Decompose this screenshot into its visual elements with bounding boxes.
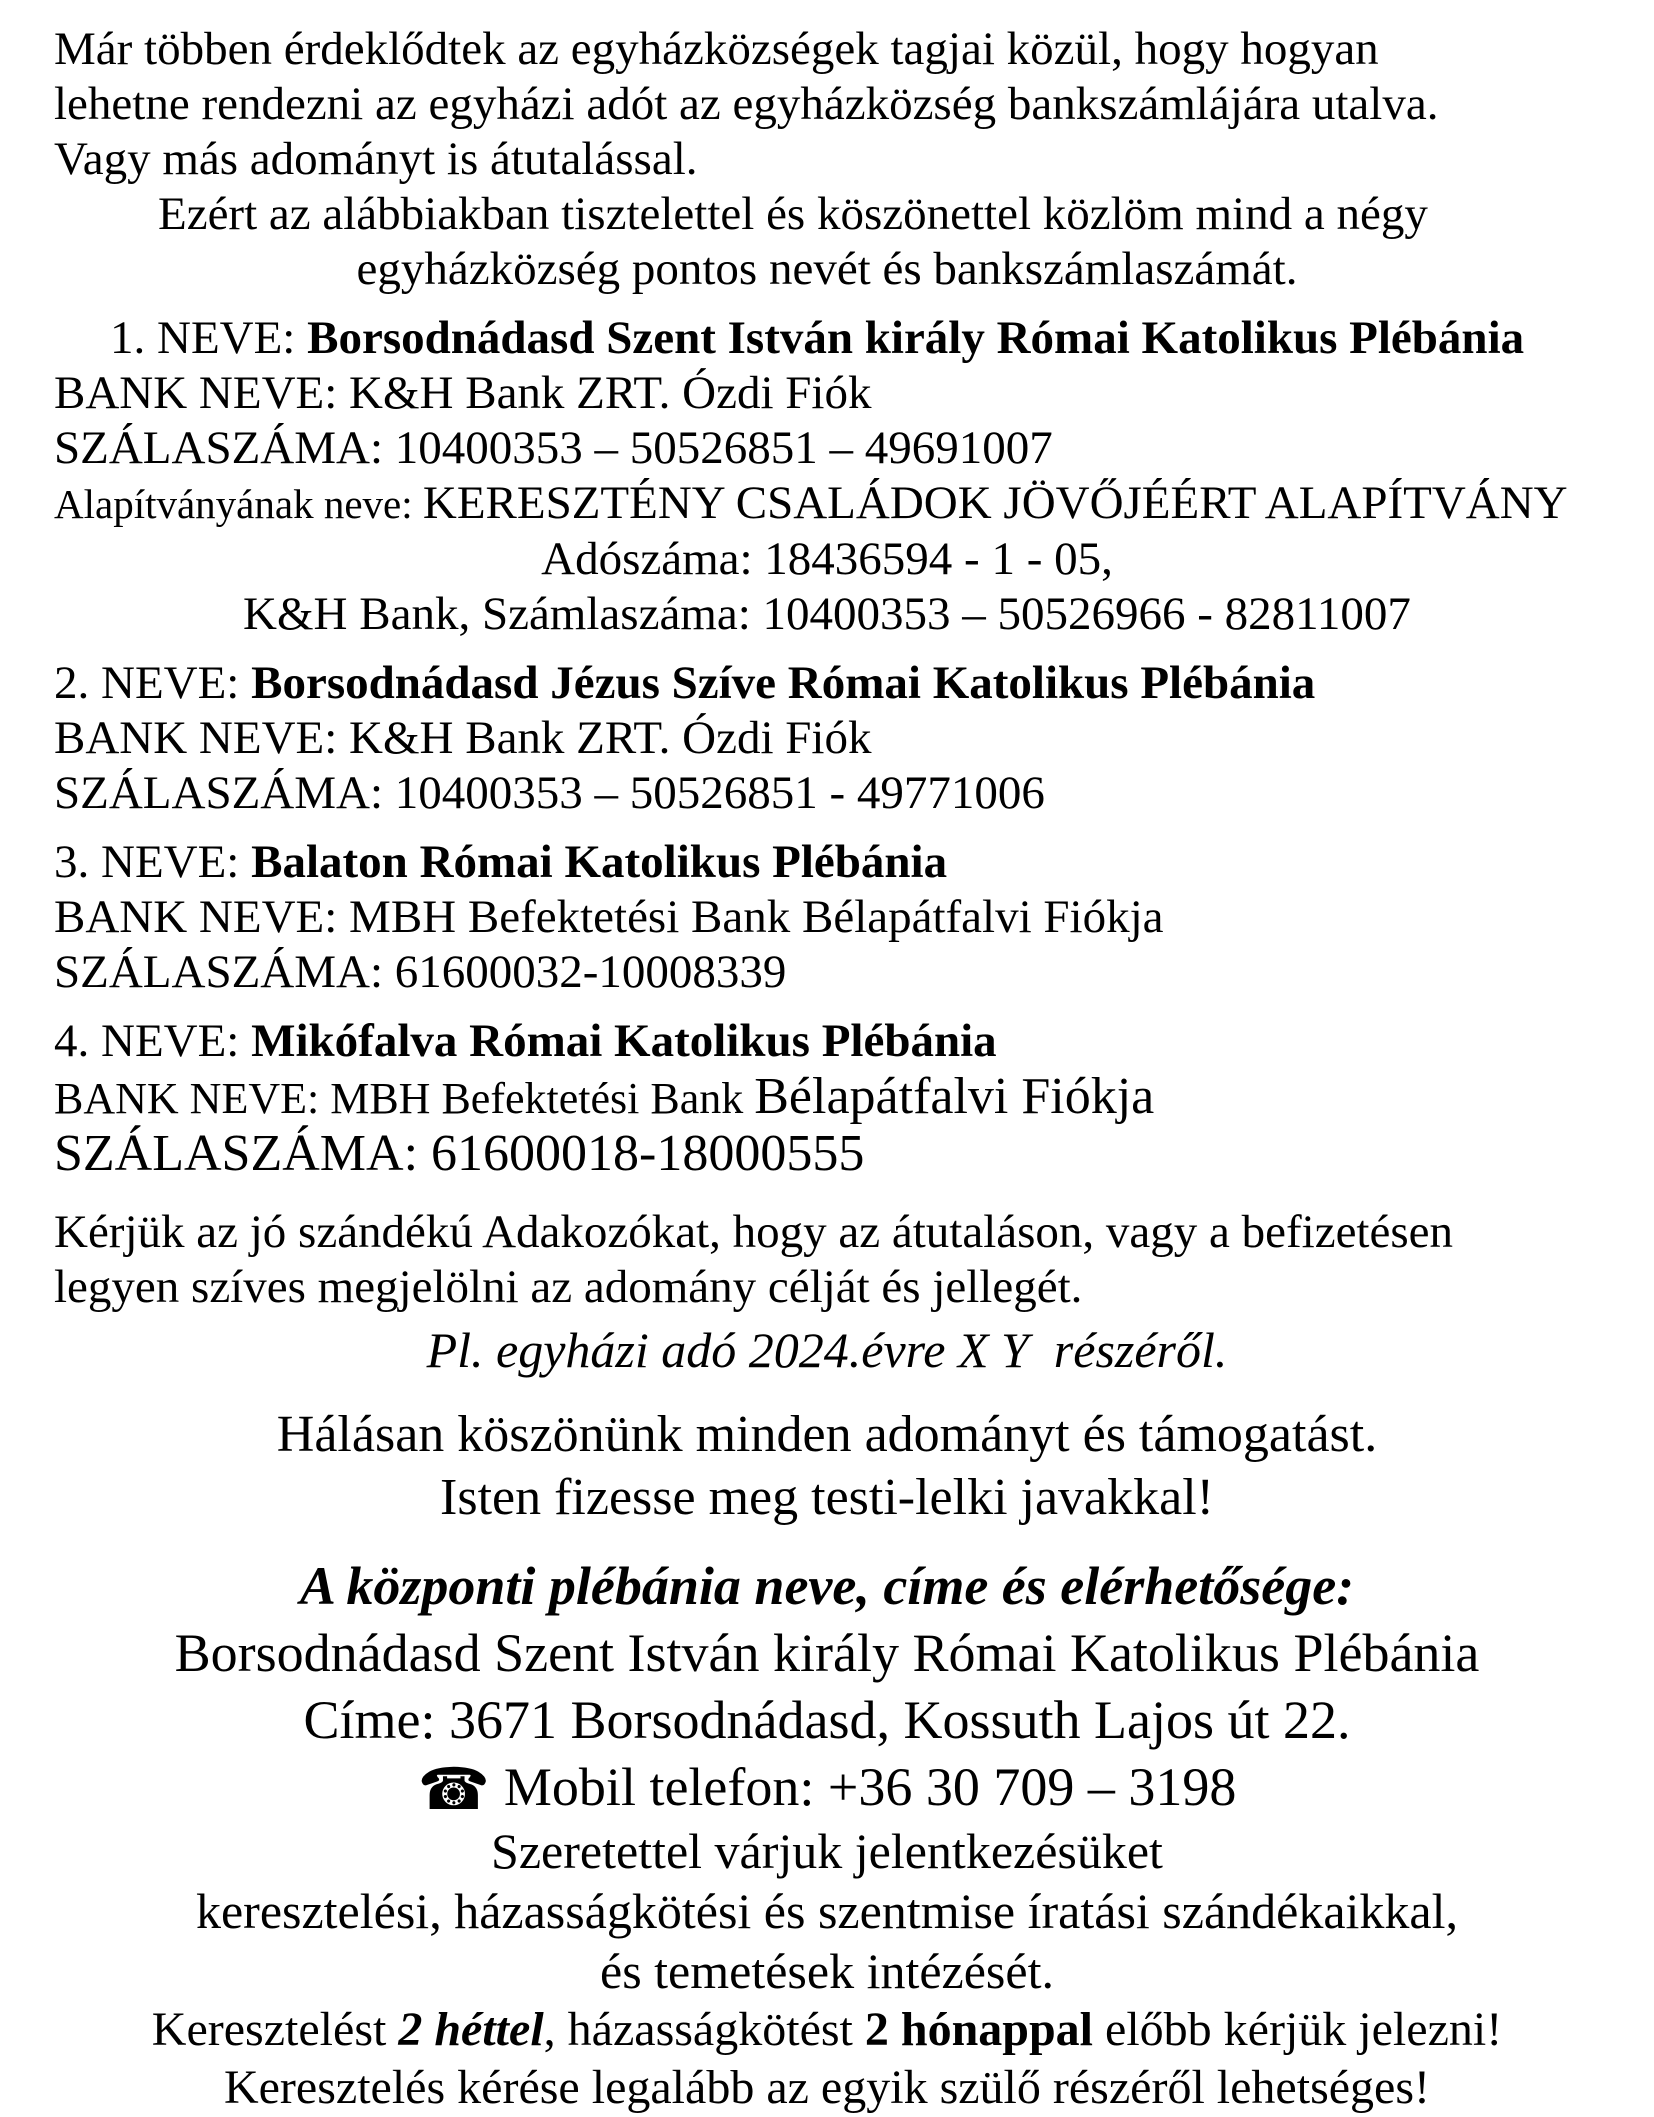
parish-2-account-line: SZÁLASZÁMA: 10400353 – 50526851 - 49771006 xyxy=(54,767,1045,819)
notice-part-1: Keresztelést xyxy=(151,2003,399,2056)
parish-2-number-label: 2. NEVE: xyxy=(54,657,252,709)
parish-1-foundation-line xyxy=(54,476,1600,532)
donation-example-line: Pl. egyházi adó 2024.évre X Y részéről. xyxy=(426,1322,1228,1378)
parish-3-name-line xyxy=(54,835,1600,890)
parish-3-block xyxy=(54,835,1600,1000)
parish-2-bank-line: BANK NEVE: K&H Bank ZRT. Ózdi Fiók xyxy=(54,712,872,764)
parish-4-bank-branch: Bélapátfalvi Fiókja xyxy=(754,1068,1155,1125)
parish-4-block xyxy=(54,1014,1600,1181)
thanks-line-1: Hálásan köszönünk minden adományt és támogatást. xyxy=(276,1406,1378,1463)
intro-line-5: egyházközség pontos nevét és bankszámlaszámát. xyxy=(356,243,1298,295)
parish-1-number-label: 1. NEVE: xyxy=(110,312,308,364)
parish-4-name: Mikófalva Római Katolikus Plébánia xyxy=(251,1015,997,1067)
parish-1-name: Borsodnádasd Szent István király Római Katolikus Plébánia xyxy=(307,312,1525,364)
parish-2-name: Borsodnádasd Jézus Szíve Római Katolikus Plébánia xyxy=(251,657,1316,709)
parish-1-block xyxy=(54,311,1600,642)
closing-block xyxy=(54,1821,1600,2001)
donation-note-line-2: legyen szíves megjelölni az adomány célját és jellegét. xyxy=(54,1261,1083,1313)
contact-block xyxy=(54,1553,1600,1821)
contact-heading: A központi plébánia neve, címe és elérhetősége: xyxy=(299,1556,1355,1616)
parish-3-account-line: SZÁLASZÁMA: 61600032-10008339 xyxy=(54,946,787,998)
intro-line-4: Ezért az alábbiakban tisztelettel és köszönettel közlöm mind a négy xyxy=(158,188,1428,240)
thanks-block xyxy=(54,1403,1600,1529)
notice-line xyxy=(54,2001,1600,2059)
parish-3-name: Balaton Római Katolikus Plébánia xyxy=(251,836,948,888)
foundation-label: Alapítványának neve: xyxy=(54,481,423,527)
notice-block xyxy=(54,2001,1600,2117)
thanks-line-2: Isten fizesse meg testi-lelki javakkal! xyxy=(440,1469,1214,1526)
telephone-icon: ☎ xyxy=(417,1757,490,1822)
parish-4-bank-prefix: BANK NEVE: MBH Befektetési Bank xyxy=(54,1074,755,1123)
intro-line-1: Már többen érdeklődtek az egyházközségek tagjai közül, hogy hogyan xyxy=(54,23,1379,75)
intro-line-2: lehetne rendezni az egyházi adót az egyházközség bankszámlájára utalva. xyxy=(54,78,1439,130)
notice-part-2: , házasságkötést xyxy=(543,2003,865,2056)
foundation-tax-line: Adószáma: 18436594 - 1 - 05, xyxy=(541,533,1113,585)
contact-phone-number: Mobil telefon: +36 30 709 – 3198 xyxy=(503,1757,1237,1817)
parish-2-block xyxy=(54,656,1600,821)
contact-parish-name: Borsodnádasd Szent István király Római Katolikus Plébánia xyxy=(174,1623,1480,1683)
notice-months: 2 hónappal xyxy=(864,2003,1094,2056)
donation-note-block xyxy=(54,1205,1600,1379)
donation-note-line-1: Kérjük az jó szándékú Adakozókat, hogy az átutaláson, vagy a befizetésen xyxy=(54,1206,1454,1258)
parish-1-bank-line: BANK NEVE: K&H Bank ZRT. Ózdi Fiók xyxy=(54,367,872,419)
parish-3-bank-line: BANK NEVE: MBH Befektetési Bank Bélapátfalvi Fiókja xyxy=(54,891,1164,943)
intro-line-3: Vagy más adományt is átutalással. xyxy=(54,133,698,185)
notice-weeks: 2 héttel xyxy=(398,2003,544,2056)
closing-line-3: és temetések intézését. xyxy=(600,1943,1054,1999)
closing-line-2: keresztelési, házasságkötési és szentmise íratási szándékaikkal, xyxy=(195,1883,1458,1939)
parish-4-bank-line xyxy=(54,1069,1600,1126)
foundation-account-line: K&H Bank, Számlaszáma: 10400353 – 50526966 - 82811007 xyxy=(243,588,1411,640)
notice-part-3: előbb kérjük jelezni! xyxy=(1093,2003,1503,2056)
parish-4-account-line: SZÁLASZÁMA: 61600018-18000555 xyxy=(54,1125,865,1182)
foundation-name: KERESZTÉNY CSALÁDOK JÖVŐJÉÉRT ALAPÍTVÁNY xyxy=(422,477,1568,529)
parish-1-name-line xyxy=(54,311,1600,366)
parish-4-name-line xyxy=(54,1014,1600,1069)
parish-1-account-line: SZÁLASZÁMA: 10400353 – 50526851 – 49691007 xyxy=(54,422,1053,474)
parish-4-number-label: 4. NEVE: xyxy=(54,1015,252,1067)
closing-line-1: Szeretettel várjuk jelentkezésüket xyxy=(491,1823,1163,1879)
parish-3-number-label: 3. NEVE: xyxy=(54,836,252,888)
contact-phone-line xyxy=(54,1754,1600,1821)
parish-2-name-line xyxy=(54,656,1600,711)
contact-address: Címe: 3671 Borsodnádasd, Kossuth Lajos út 22. xyxy=(303,1690,1351,1750)
notice-final-line: Keresztelés kérése legalább az egyik szülő részéről lehetséges! xyxy=(223,2061,1431,2114)
